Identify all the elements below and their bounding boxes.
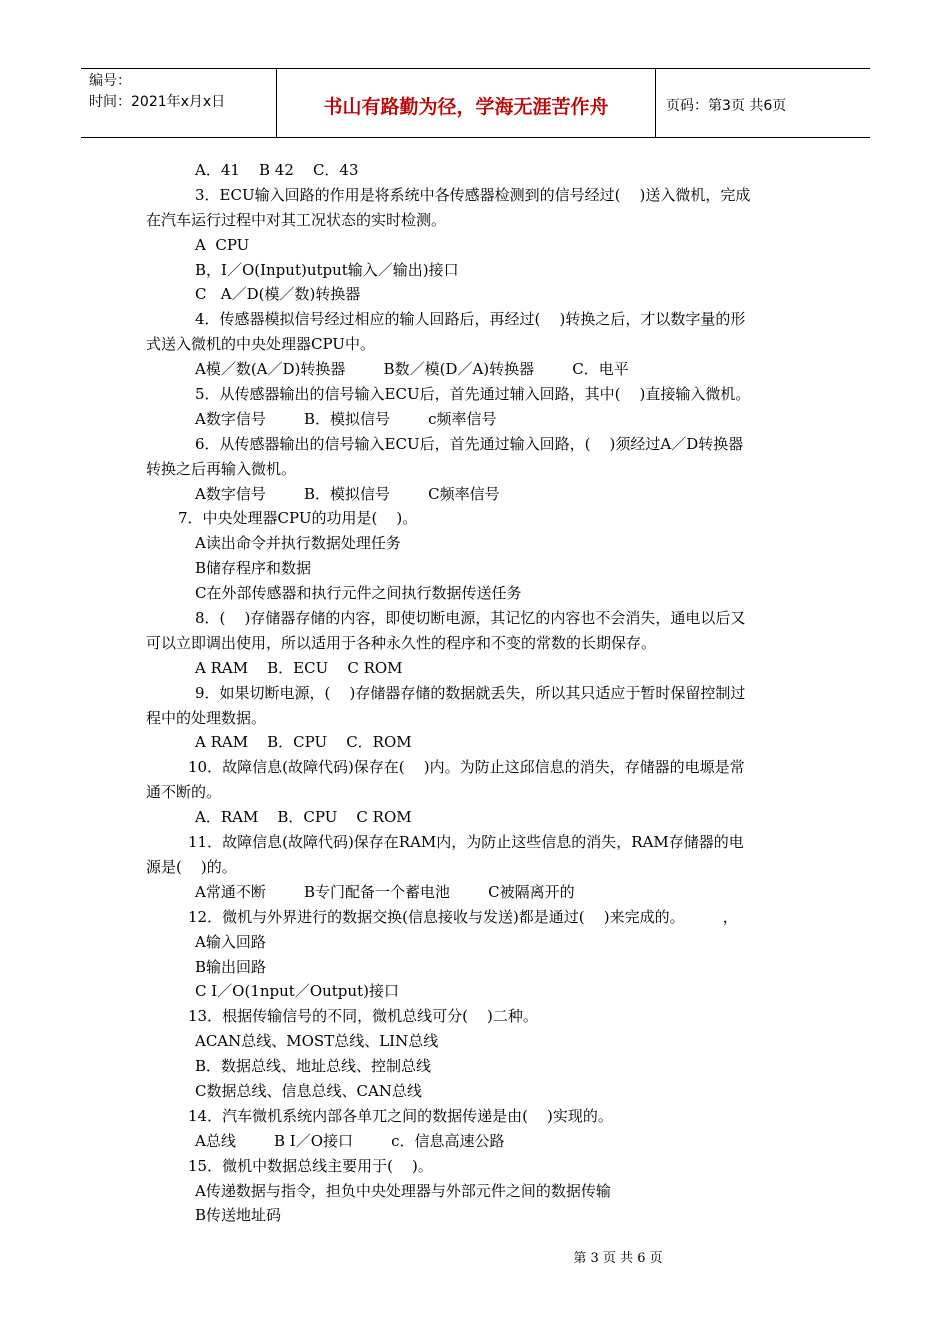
- text-line: 4．传感器模拟信号经过相应的输人回路后，再经过( )转换之后，才以数字量的形: [195, 310, 746, 329]
- text-line: A RAM B．CPU C．ROM: [195, 733, 412, 752]
- text-line: B储存程序和数据: [195, 559, 312, 578]
- text-line: 7．中央处理器CPU的功用是( )。: [178, 509, 418, 528]
- text-line: C数据总线、信息总线、CAN总线: [195, 1081, 422, 1100]
- text-line: A模／数(A／D)转换器 B数／模(D／A)转换器 C．电平: [195, 360, 629, 379]
- page-header: [81, 68, 870, 138]
- text-line: A输入回路: [195, 932, 266, 951]
- document-number-label: 编号：: [89, 73, 131, 89]
- text-line: A数字信号 B．模拟信号 C频率信号: [195, 484, 500, 503]
- text-line: 10．故障信息(故障代码)保存在( )内。为防止这邱信息的消失，存储器的电塬是常: [188, 758, 745, 777]
- header-page-code: 页码：第3页 共6页: [666, 98, 787, 114]
- text-line: ACAN总线、MOST总线、LIN总线: [195, 1032, 439, 1051]
- text-line: 可以立即调出使用，所以适用于各种永久性的程序和不变的常数的长期保存。: [146, 633, 657, 652]
- text-line: A总线 B I／O接口 c．信息高速公路: [195, 1131, 505, 1150]
- text-line: 在汽车运行过程中对其工况状态的实时检测。: [146, 210, 447, 229]
- text-line: A RAM B．ECU C ROM: [195, 658, 403, 677]
- text-line: 3．ECU输入回路的作用是将系统中各传感器检测到的信号经过( )送入微机，完成: [195, 185, 751, 204]
- text-line: C A／D(模／数)转换器: [195, 285, 361, 304]
- text-line: 9．如果切断电源，( )存储器存储的数据就丢失，所以其只适应于暂时保留控制过: [195, 683, 746, 702]
- text-line: 式送入微机的中央处理器CPU中。: [146, 335, 375, 354]
- text-line: B传送地址码: [195, 1206, 282, 1225]
- text-line: 程中的处理数据。: [146, 708, 267, 727]
- text-line: A数字信号 B．模拟信号 c频率信号: [195, 409, 497, 428]
- text-line: A常通不断 B专门配备一个蓄电池 C被隔离开的: [195, 882, 575, 901]
- text-line: 源是( )的。: [146, 857, 237, 876]
- document-time-label: 时间：2021年x月x日: [89, 94, 226, 110]
- page-footer: [0, 1247, 950, 1266]
- text-line: 12．微机与外界进行的数据交换(信息接收与发送)都是通过( )来完成的。 ，: [188, 907, 738, 926]
- text-line: 11．故障信息(故障代码)保存在RAM内，为防止这些信息的消失，RAM存储器的电: [188, 833, 744, 852]
- text-line: 14．汽车微机系统内部各单兀之间的数据传递是由( )实现的。: [188, 1106, 613, 1125]
- header-left-cell: [81, 69, 277, 137]
- text-line: 通不断的。: [146, 783, 222, 802]
- text-line: A读出命令并执行数据处理任务: [195, 534, 401, 553]
- text-line: B输出回路: [195, 957, 267, 976]
- text-line: 5．从传感器输出的信号输入ECU后，首先通过辅入回路，其中( )直接输入微机。: [195, 385, 751, 404]
- text-line: B．数据总线、地址总线、控制总线: [195, 1057, 432, 1076]
- text-line: A．RAM B．CPU C ROM: [195, 808, 412, 827]
- text-line: 15．微机中数据总线主要用于( )。: [188, 1156, 433, 1175]
- text-line: C I／O(1nput／Output)接口: [195, 982, 399, 1001]
- header-motto: 书山有路勤为径，学海无涯苦作舟: [277, 69, 656, 137]
- text-line: A传递数据与指令，担负中央处理器与外部元件之间的数据传输: [195, 1181, 611, 1200]
- document-body: [146, 158, 810, 1228]
- text-line: 8．( )存储器存储的内容，即使切断电源，其记忆的内容也不会消失，通电以后又: [195, 609, 746, 628]
- text-line: C在外部传感器和执行元件之间执行数据传送任务: [195, 584, 522, 603]
- text-line: 13．根据传输信号的不同，微机总线可分( )二种。: [188, 1007, 538, 1026]
- text-line: 转换之后再输入微机。: [146, 459, 297, 478]
- text-line: B，I／O(Input)utput输入／输出)接口: [195, 260, 459, 279]
- text-line: A．41 B 42 C．43: [195, 161, 359, 179]
- text-line: 6．从传感器输出的信号输入ECU后，首先通过输入回路，( )须经过A／D转换器: [195, 434, 744, 453]
- text-line: A CPU: [195, 235, 250, 254]
- footer-page-number: 第 3 页 共 6 页: [573, 1251, 663, 1266]
